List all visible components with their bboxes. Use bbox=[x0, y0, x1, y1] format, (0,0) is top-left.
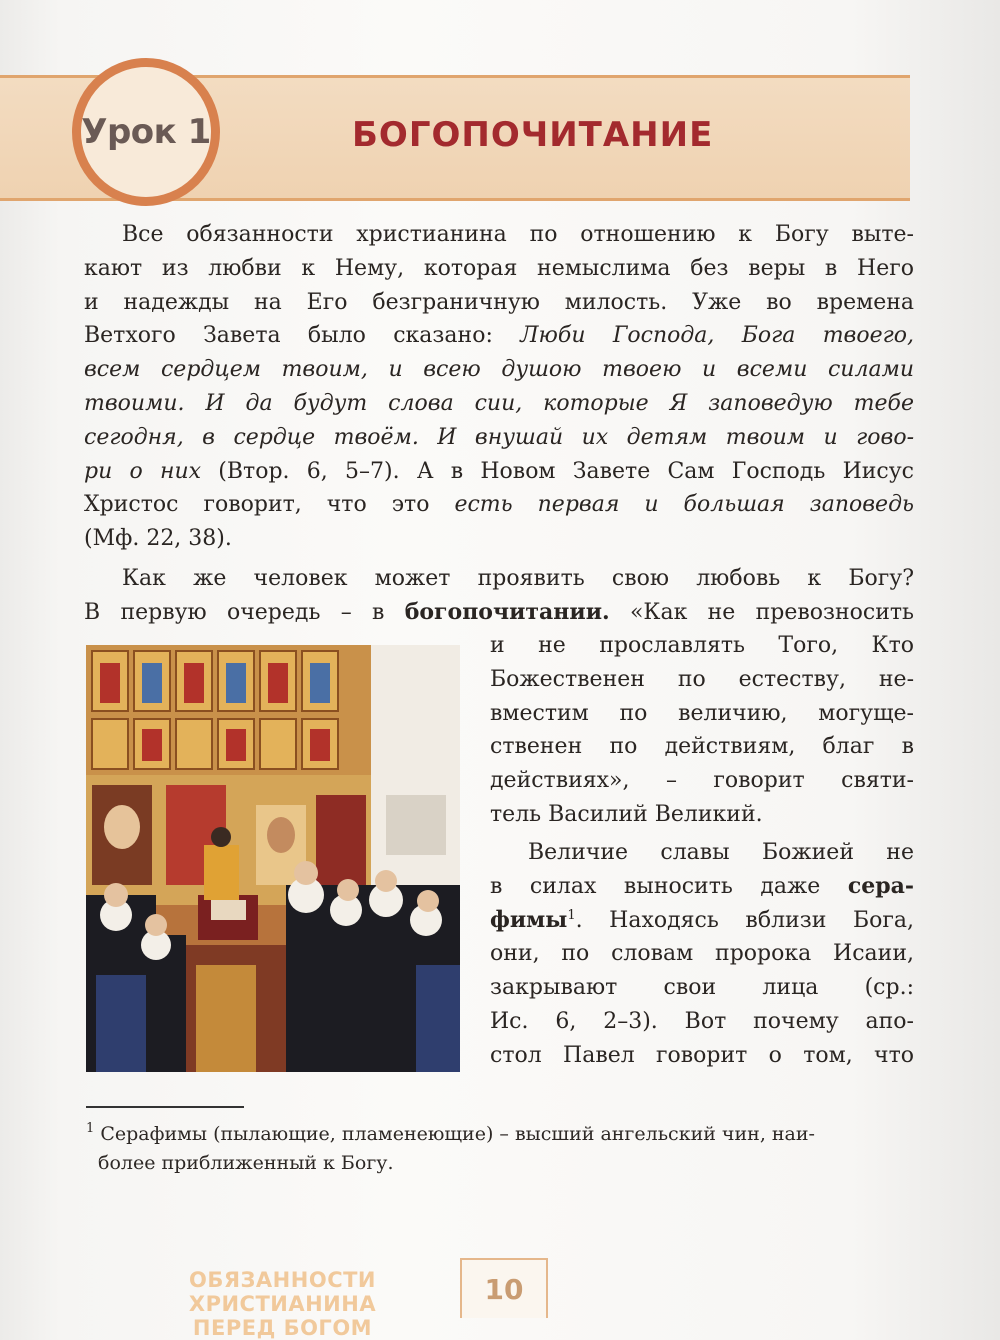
text-line: Величие славы Божией не bbox=[528, 840, 914, 865]
text-line: всем сердцем твоим, и всею душою твоею и всеми силами bbox=[84, 357, 914, 383]
footnote bbox=[86, 1120, 916, 1178]
text-line: Ветхого Завета было сказано: Люби Господа, Бога твоего, bbox=[84, 323, 914, 349]
text-line: стол Павел говорит о том, что bbox=[490, 1042, 914, 1068]
text-line: закрывают свои лица (ср.: bbox=[490, 975, 914, 1001]
text-line: Как же человек может проявить свою любовь к Богу? bbox=[122, 566, 914, 591]
section-title-footer bbox=[115, 1268, 450, 1340]
paragraph-4 bbox=[490, 836, 914, 1073]
text-line: сегодня, в сердце твоём. И внушай их детям твоим и гово- bbox=[84, 424, 914, 450]
text-line: В первую очередь – в богопочитании. «Как не превозносить bbox=[84, 598, 915, 625]
footnote-reference[interactable]: 1 bbox=[567, 907, 576, 923]
text-line: и надежды на Его безграничную милость. Уже во времена bbox=[84, 289, 914, 315]
page-number: 10 bbox=[460, 1258, 548, 1318]
text-line: действиях», – говорит святи- bbox=[490, 768, 914, 794]
text-line: (Мф. 22, 38). bbox=[84, 526, 232, 552]
text-line: Ис. 6, 2–3). Вот почему апо- bbox=[490, 1008, 914, 1034]
page-title: БОГОПОЧИТАНИЕ bbox=[352, 115, 714, 155]
church-interior-photo bbox=[86, 645, 460, 1072]
lesson-badge bbox=[72, 58, 220, 206]
text-line: фимы$^1$. Находясь вблизи Бога, bbox=[490, 906, 914, 933]
text-line: кают из любви к Нему, которая немыслима без веры в Него bbox=[84, 255, 914, 281]
text-line: ри о них (Втор. 6, 5–7). А в Новом Завете Сам Господь Иисус bbox=[84, 458, 914, 484]
footnote-line: $^1$ Серафимы (пылающие, пламенеющие) – высший ангельский чин, наи- bbox=[86, 1121, 815, 1145]
text-line: Божественен по естеству, не- bbox=[490, 666, 914, 692]
section-title-line: ПЕРЕД БОГОМ bbox=[192, 1316, 373, 1340]
text-line: Все обязанности христианина по отношению к Богу выте- bbox=[122, 222, 914, 247]
footnote-divider bbox=[86, 1106, 244, 1108]
paragraph-1 bbox=[84, 218, 914, 556]
text-line: Христос говорит, что это есть первая и большая заповедь bbox=[84, 492, 914, 518]
text-line: ственен по действиям, благ в bbox=[490, 734, 914, 760]
section-title-line: ОБЯЗАННОСТИ ХРИСТИАНИНА bbox=[188, 1268, 377, 1316]
text-line: вместим по величию, могуще- bbox=[490, 700, 914, 726]
paragraph-2 bbox=[84, 562, 914, 630]
text-line: твоими. И да будут слова сии, которые Я заповедую тебе bbox=[84, 390, 914, 416]
text-line: и не прославлять Того, Кто bbox=[490, 633, 914, 658]
footnote-mark: 1 bbox=[86, 1121, 95, 1136]
text-line: в силах выносить даже сера- bbox=[490, 872, 914, 899]
text-line: тель Василий Великий. bbox=[490, 801, 763, 827]
lesson-label: Урок 1 bbox=[81, 112, 211, 152]
text-line: они, по словам пророка Исаии, bbox=[490, 941, 914, 967]
footnote-line: более приближенный к Богу. bbox=[98, 1152, 394, 1174]
paragraph-3 bbox=[490, 629, 914, 832]
